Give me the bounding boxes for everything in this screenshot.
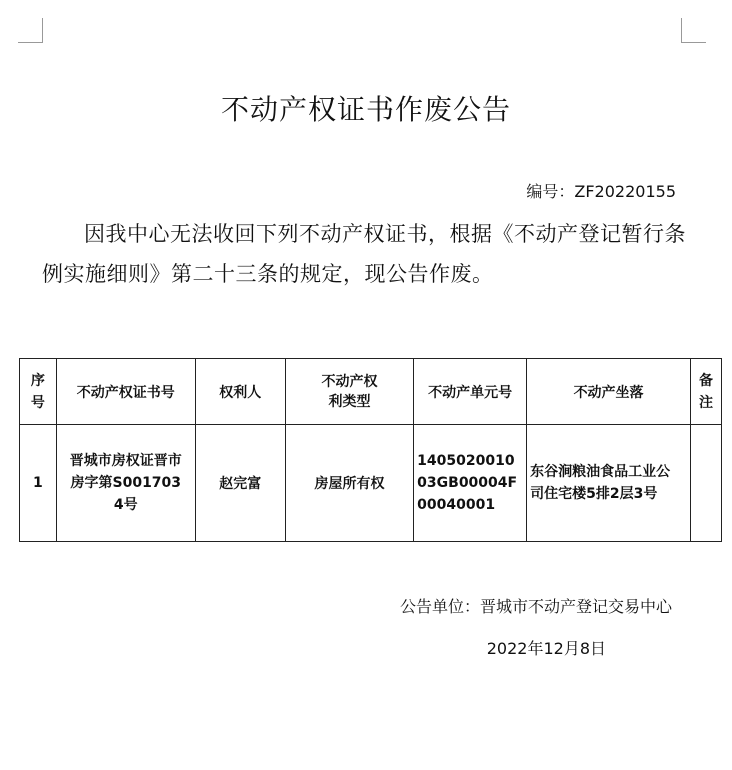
header-unit-no: 不动产单元号 — [414, 359, 527, 425]
cell-right-type: 房屋所有权 — [285, 425, 413, 542]
corner-mark-top-right — [681, 18, 706, 43]
issuer-line: 公告单位：晋城市不动产登记交易中心 — [399, 597, 672, 616]
table-header-row — [20, 359, 722, 425]
header-remark: 备注 — [691, 359, 722, 425]
header-seq: 序号 — [20, 359, 57, 425]
certificate-table — [19, 358, 722, 542]
document-number: 编号：ZF20220155 — [526, 182, 676, 201]
page-title: 不动产权证书作废公告 — [220, 93, 511, 126]
cell-unit-no: 140502001003GB00004F00040001 — [414, 425, 527, 542]
cell-seq: 1 — [20, 425, 57, 542]
header-right-type: 不动产权利类型 — [285, 359, 413, 425]
cell-remark — [691, 425, 722, 542]
header-location: 不动产坐落 — [527, 359, 691, 425]
header-owner: 权利人 — [195, 359, 285, 425]
header-cert-no: 不动产权证书号 — [56, 359, 195, 425]
corner-mark-top-left — [18, 18, 43, 43]
cell-location: 东谷涧粮油食品工业公司住宅楼5排2层3号 — [527, 425, 691, 542]
cell-owner: 赵完富 — [195, 425, 285, 542]
table-row — [20, 425, 722, 542]
cell-cert-no: 晋城市房权证晋市房字第S0017034号 — [56, 425, 195, 542]
announcement-paragraph: 因我中心无法收回下列不动产权证书，根据《不动产登记暂行条例实施细则》第二十三条的规定，现公告作废。 — [42, 222, 686, 286]
issue-date: 2022年12月8日 — [486, 639, 606, 658]
